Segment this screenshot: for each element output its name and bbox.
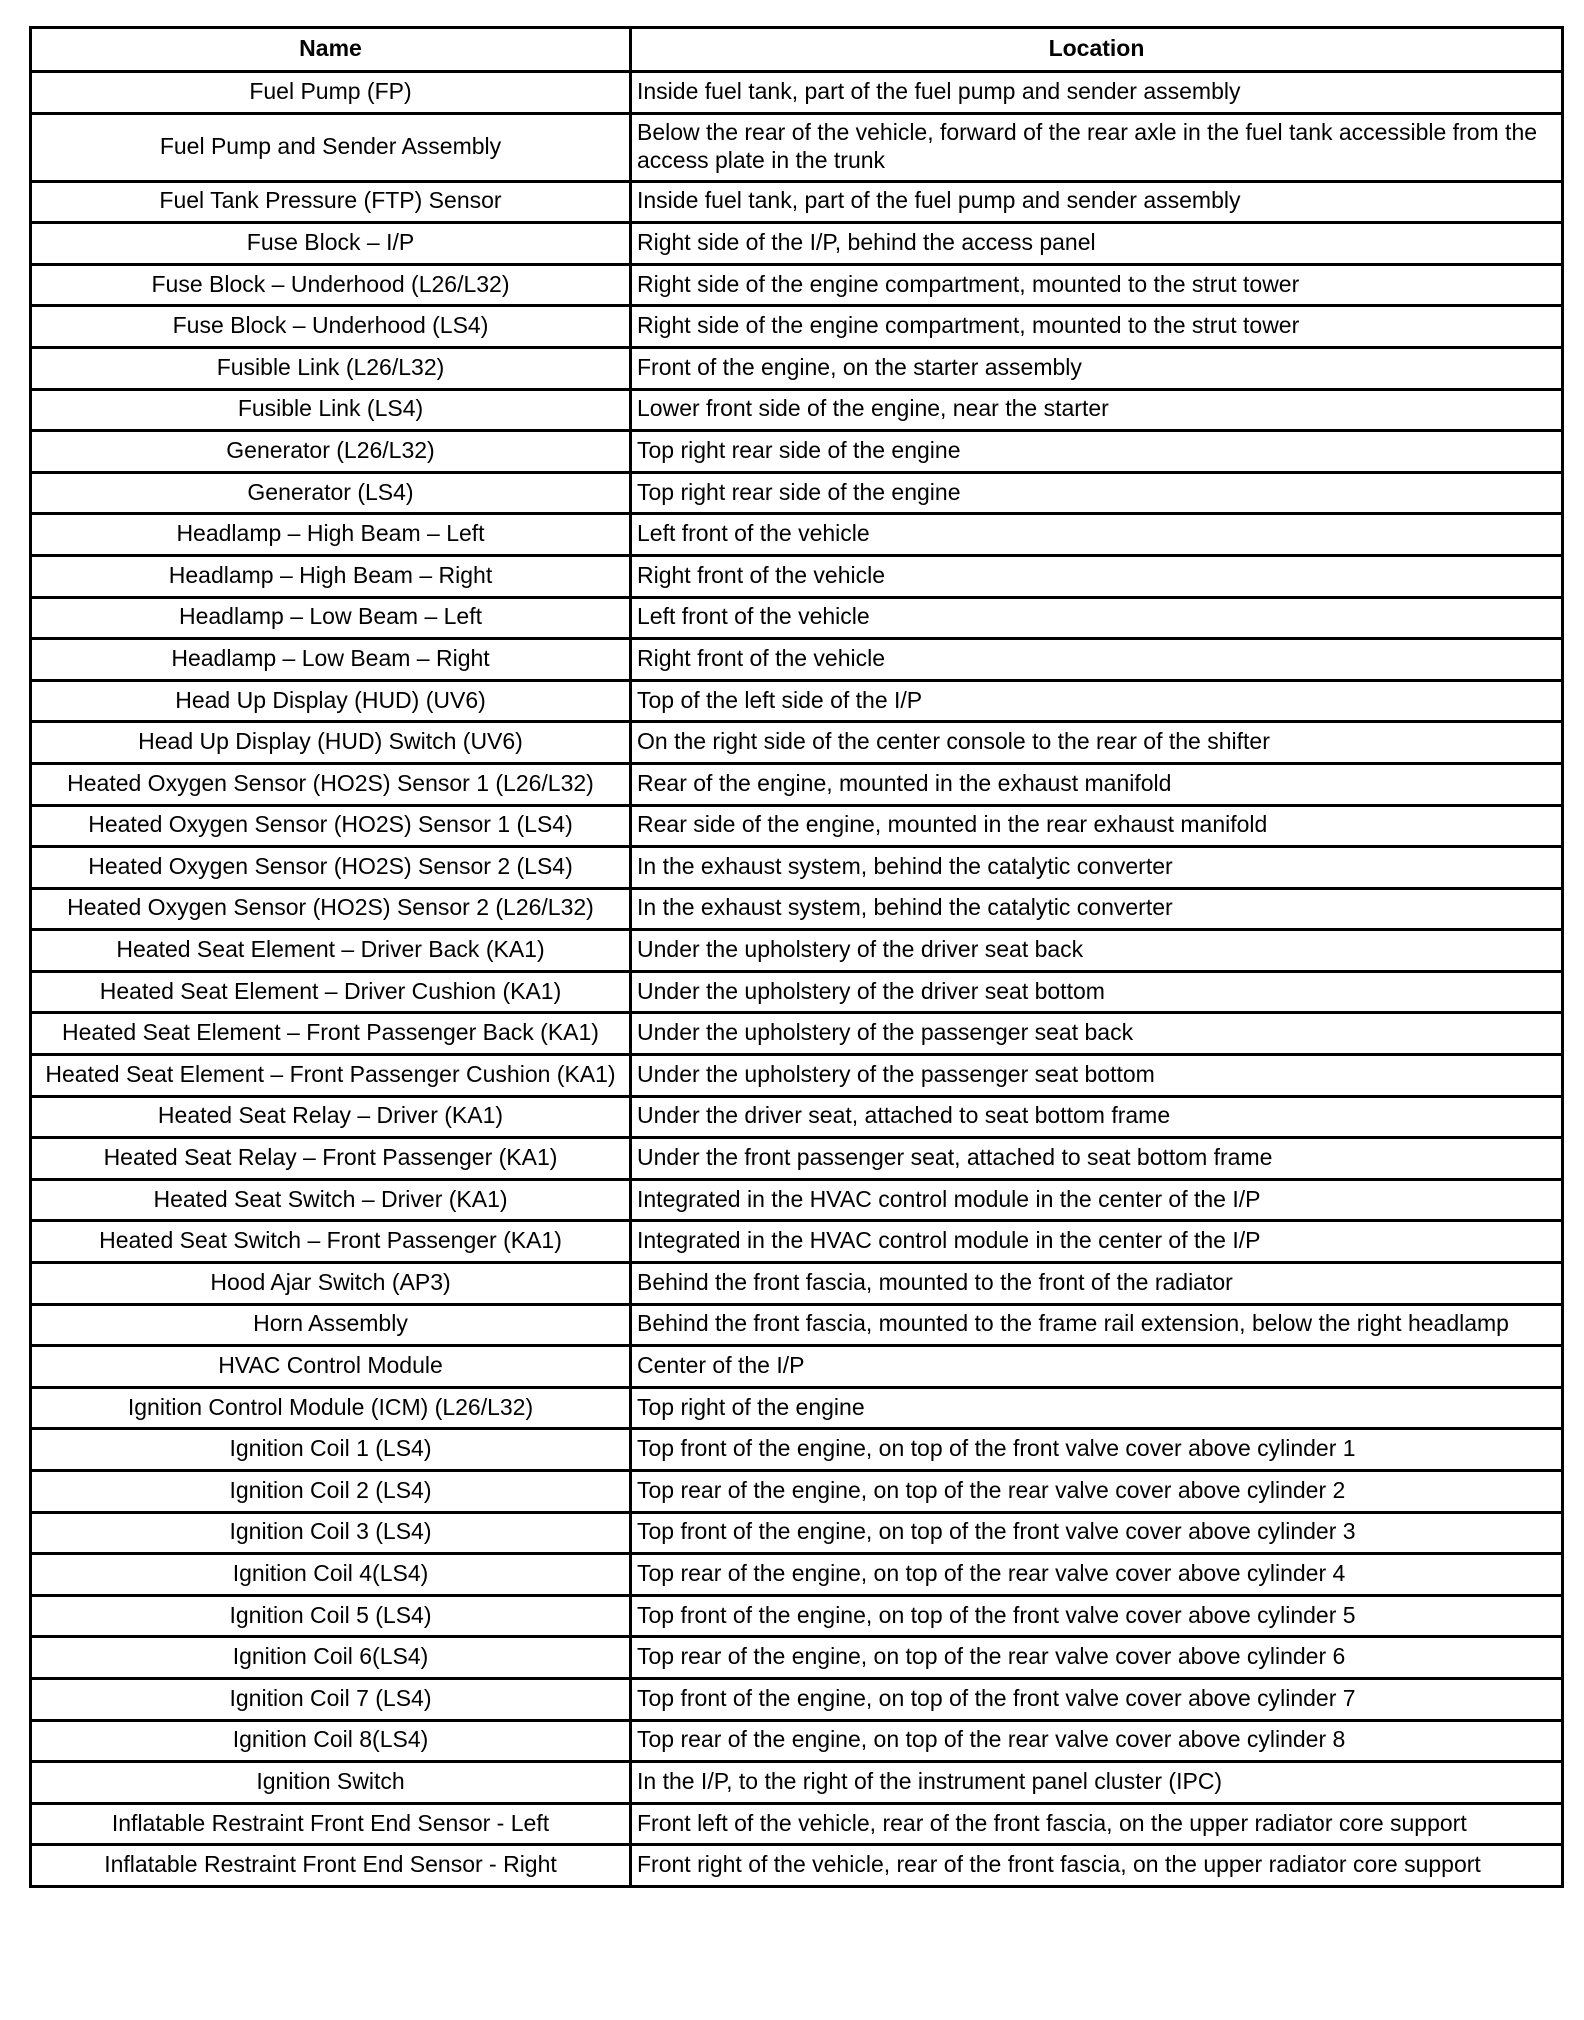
component-name-cell: Ignition Coil 7 (LS4) bbox=[31, 1678, 631, 1720]
table-row bbox=[31, 847, 1563, 889]
component-name-cell: Inflatable Restraint Front End Sensor - Left bbox=[31, 1803, 631, 1845]
table-row bbox=[31, 431, 1563, 473]
table-row bbox=[31, 1595, 1563, 1637]
component-location-cell: Front of the engine, on the starter assembly bbox=[631, 347, 1563, 389]
table-row bbox=[31, 1512, 1563, 1554]
component-location-cell: Left front of the vehicle bbox=[631, 514, 1563, 556]
component-location-cell: Integrated in the HVAC control module in the center of the I/P bbox=[631, 1221, 1563, 1263]
component-location-cell: In the exhaust system, behind the catalytic converter bbox=[631, 888, 1563, 930]
component-name-cell: Headlamp – Low Beam – Left bbox=[31, 597, 631, 639]
table-row bbox=[31, 1803, 1563, 1845]
component-location-cell: Top right rear side of the engine bbox=[631, 472, 1563, 514]
component-name-cell: Fuse Block – Underhood (L26/L32) bbox=[31, 264, 631, 306]
component-location-cell: Under the upholstery of the driver seat back bbox=[631, 930, 1563, 972]
component-location-cell: Top right of the engine bbox=[631, 1387, 1563, 1429]
component-name-cell: Headlamp – Low Beam – Right bbox=[31, 639, 631, 681]
component-name-cell: Fuse Block – I/P bbox=[31, 223, 631, 265]
table-header bbox=[31, 28, 1563, 72]
component-location-cell: Rear of the engine, mounted in the exhaust manifold bbox=[631, 763, 1563, 805]
header-row bbox=[31, 28, 1563, 72]
component-location-cell: Lower front side of the engine, near the starter bbox=[631, 389, 1563, 431]
component-name-cell: Heated Oxygen Sensor (HO2S) Sensor 2 (LS4) bbox=[31, 847, 631, 889]
component-location-cell: Top front of the engine, on top of the front valve cover above cylinder 1 bbox=[631, 1429, 1563, 1471]
table-row bbox=[31, 1221, 1563, 1263]
table-row bbox=[31, 1762, 1563, 1804]
table-row bbox=[31, 264, 1563, 306]
component-location-cell: Top rear of the engine, on top of the rear valve cover above cylinder 6 bbox=[631, 1637, 1563, 1679]
component-location-cell: In the I/P, to the right of the instrument panel cluster (IPC) bbox=[631, 1762, 1563, 1804]
component-location-table bbox=[29, 26, 1564, 1888]
component-name-cell: Ignition Switch bbox=[31, 1762, 631, 1804]
component-location-cell: Under the driver seat, attached to seat bottom frame bbox=[631, 1096, 1563, 1138]
table-row bbox=[31, 472, 1563, 514]
component-location-cell: Behind the front fascia, mounted to the frame rail extension, below the right headlamp bbox=[631, 1304, 1563, 1346]
component-name-cell: Heated Oxygen Sensor (HO2S) Sensor 1 (LS4) bbox=[31, 805, 631, 847]
table-row bbox=[31, 1678, 1563, 1720]
component-name-cell: Generator (LS4) bbox=[31, 472, 631, 514]
component-location-cell: Front right of the vehicle, rear of the front fascia, on the upper radiator core support bbox=[631, 1845, 1563, 1887]
component-name-cell: Heated Seat Element – Front Passenger Back (KA1) bbox=[31, 1013, 631, 1055]
table-row bbox=[31, 1013, 1563, 1055]
component-location-cell: Inside fuel tank, part of the fuel pump and sender assembly bbox=[631, 181, 1563, 223]
table-row bbox=[31, 1055, 1563, 1097]
component-name-cell: Heated Seat Element – Driver Cushion (KA1) bbox=[31, 971, 631, 1013]
component-name-cell: Head Up Display (HUD) (UV6) bbox=[31, 680, 631, 722]
component-location-cell: Behind the front fascia, mounted to the front of the radiator bbox=[631, 1263, 1563, 1305]
column-header-name: Name bbox=[31, 28, 631, 72]
component-name-cell: Ignition Control Module (ICM) (L26/L32) bbox=[31, 1387, 631, 1429]
component-name-cell: Heated Oxygen Sensor (HO2S) Sensor 1 (L26/L32) bbox=[31, 763, 631, 805]
component-location-cell: Top rear of the engine, on top of the rear valve cover above cylinder 2 bbox=[631, 1471, 1563, 1513]
component-location-cell: Below the rear of the vehicle, forward of the rear axle in the fuel tank accessible from the access plate in the trunk bbox=[631, 113, 1563, 181]
table-row bbox=[31, 1346, 1563, 1388]
component-location-cell: Top right rear side of the engine bbox=[631, 431, 1563, 473]
table-row bbox=[31, 639, 1563, 681]
component-location-cell: Left front of the vehicle bbox=[631, 597, 1563, 639]
table-row bbox=[31, 347, 1563, 389]
table-row bbox=[31, 888, 1563, 930]
table-row bbox=[31, 1429, 1563, 1471]
component-name-cell: Headlamp – High Beam – Left bbox=[31, 514, 631, 556]
component-name-cell: Fusible Link (L26/L32) bbox=[31, 347, 631, 389]
component-location-table-container bbox=[29, 26, 1561, 1888]
component-name-cell: Fuse Block – Underhood (LS4) bbox=[31, 306, 631, 348]
component-location-cell: Right front of the vehicle bbox=[631, 639, 1563, 681]
table-row bbox=[31, 805, 1563, 847]
component-location-cell: Right side of the engine compartment, mounted to the strut tower bbox=[631, 306, 1563, 348]
table-row bbox=[31, 223, 1563, 265]
component-name-cell: Ignition Coil 1 (LS4) bbox=[31, 1429, 631, 1471]
table-row bbox=[31, 514, 1563, 556]
table-row bbox=[31, 113, 1563, 181]
table-row bbox=[31, 1138, 1563, 1180]
component-location-cell: Top front of the engine, on top of the front valve cover above cylinder 7 bbox=[631, 1678, 1563, 1720]
table-row bbox=[31, 680, 1563, 722]
component-name-cell: Ignition Coil 5 (LS4) bbox=[31, 1595, 631, 1637]
component-name-cell: Headlamp – High Beam – Right bbox=[31, 555, 631, 597]
component-location-cell: Right side of the I/P, behind the access panel bbox=[631, 223, 1563, 265]
table-row bbox=[31, 555, 1563, 597]
table-row bbox=[31, 1554, 1563, 1596]
component-name-cell: Heated Seat Element – Driver Back (KA1) bbox=[31, 930, 631, 972]
component-location-cell: Under the upholstery of the passenger seat back bbox=[631, 1013, 1563, 1055]
component-location-cell: Top front of the engine, on top of the front valve cover above cylinder 5 bbox=[631, 1595, 1563, 1637]
component-name-cell: Heated Seat Relay – Driver (KA1) bbox=[31, 1096, 631, 1138]
table-row bbox=[31, 930, 1563, 972]
component-location-cell: Right front of the vehicle bbox=[631, 555, 1563, 597]
component-location-cell: Top rear of the engine, on top of the rear valve cover above cylinder 8 bbox=[631, 1720, 1563, 1762]
component-name-cell: Ignition Coil 4(LS4) bbox=[31, 1554, 631, 1596]
table-body bbox=[31, 72, 1563, 1887]
table-row bbox=[31, 1720, 1563, 1762]
component-name-cell: Ignition Coil 6(LS4) bbox=[31, 1637, 631, 1679]
component-location-cell: Inside fuel tank, part of the fuel pump and sender assembly bbox=[631, 72, 1563, 114]
table-row bbox=[31, 722, 1563, 764]
component-location-cell: Center of the I/P bbox=[631, 1346, 1563, 1388]
table-row bbox=[31, 389, 1563, 431]
table-row bbox=[31, 1637, 1563, 1679]
component-name-cell: Fuel Tank Pressure (FTP) Sensor bbox=[31, 181, 631, 223]
component-location-cell: Top of the left side of the I/P bbox=[631, 680, 1563, 722]
table-row bbox=[31, 306, 1563, 348]
table-row bbox=[31, 763, 1563, 805]
component-name-cell: Heated Seat Switch – Driver (KA1) bbox=[31, 1179, 631, 1221]
component-location-cell: Top front of the engine, on top of the front valve cover above cylinder 3 bbox=[631, 1512, 1563, 1554]
component-location-cell: Rear side of the engine, mounted in the rear exhaust manifold bbox=[631, 805, 1563, 847]
component-name-cell: Heated Seat Element – Front Passenger Cushion (KA1) bbox=[31, 1055, 631, 1097]
table-row bbox=[31, 1263, 1563, 1305]
component-name-cell: Hood Ajar Switch (AP3) bbox=[31, 1263, 631, 1305]
table-row bbox=[31, 1471, 1563, 1513]
component-name-cell: Heated Seat Switch – Front Passenger (KA1) bbox=[31, 1221, 631, 1263]
column-header-location: Location bbox=[631, 28, 1563, 72]
component-name-cell: Ignition Coil 2 (LS4) bbox=[31, 1471, 631, 1513]
component-name-cell: Inflatable Restraint Front End Sensor - Right bbox=[31, 1845, 631, 1887]
component-location-cell: Under the front passenger seat, attached to seat bottom frame bbox=[631, 1138, 1563, 1180]
component-location-cell: Under the upholstery of the passenger seat bottom bbox=[631, 1055, 1563, 1097]
component-location-cell: On the right side of the center console to the rear of the shifter bbox=[631, 722, 1563, 764]
component-name-cell: HVAC Control Module bbox=[31, 1346, 631, 1388]
table-row bbox=[31, 1845, 1563, 1887]
table-row bbox=[31, 1179, 1563, 1221]
component-name-cell: Ignition Coil 8(LS4) bbox=[31, 1720, 631, 1762]
component-location-cell: Right side of the engine compartment, mounted to the strut tower bbox=[631, 264, 1563, 306]
table-row bbox=[31, 1096, 1563, 1138]
component-location-cell: Under the upholstery of the driver seat bottom bbox=[631, 971, 1563, 1013]
component-location-cell: Front left of the vehicle, rear of the front fascia, on the upper radiator core support bbox=[631, 1803, 1563, 1845]
component-location-cell: In the exhaust system, behind the catalytic converter bbox=[631, 847, 1563, 889]
component-location-cell: Top rear of the engine, on top of the rear valve cover above cylinder 4 bbox=[631, 1554, 1563, 1596]
table-row bbox=[31, 72, 1563, 114]
component-name-cell: Fuel Pump and Sender Assembly bbox=[31, 113, 631, 181]
table-row bbox=[31, 1304, 1563, 1346]
component-name-cell: Generator (L26/L32) bbox=[31, 431, 631, 473]
component-name-cell: Fusible Link (LS4) bbox=[31, 389, 631, 431]
component-name-cell: Heated Seat Relay – Front Passenger (KA1) bbox=[31, 1138, 631, 1180]
component-name-cell: Horn Assembly bbox=[31, 1304, 631, 1346]
table-row bbox=[31, 1387, 1563, 1429]
component-name-cell: Ignition Coil 3 (LS4) bbox=[31, 1512, 631, 1554]
component-name-cell: Head Up Display (HUD) Switch (UV6) bbox=[31, 722, 631, 764]
component-name-cell: Fuel Pump (FP) bbox=[31, 72, 631, 114]
component-name-cell: Heated Oxygen Sensor (HO2S) Sensor 2 (L26/L32) bbox=[31, 888, 631, 930]
table-row bbox=[31, 597, 1563, 639]
table-row bbox=[31, 971, 1563, 1013]
component-location-cell: Integrated in the HVAC control module in the center of the I/P bbox=[631, 1179, 1563, 1221]
table-row bbox=[31, 181, 1563, 223]
